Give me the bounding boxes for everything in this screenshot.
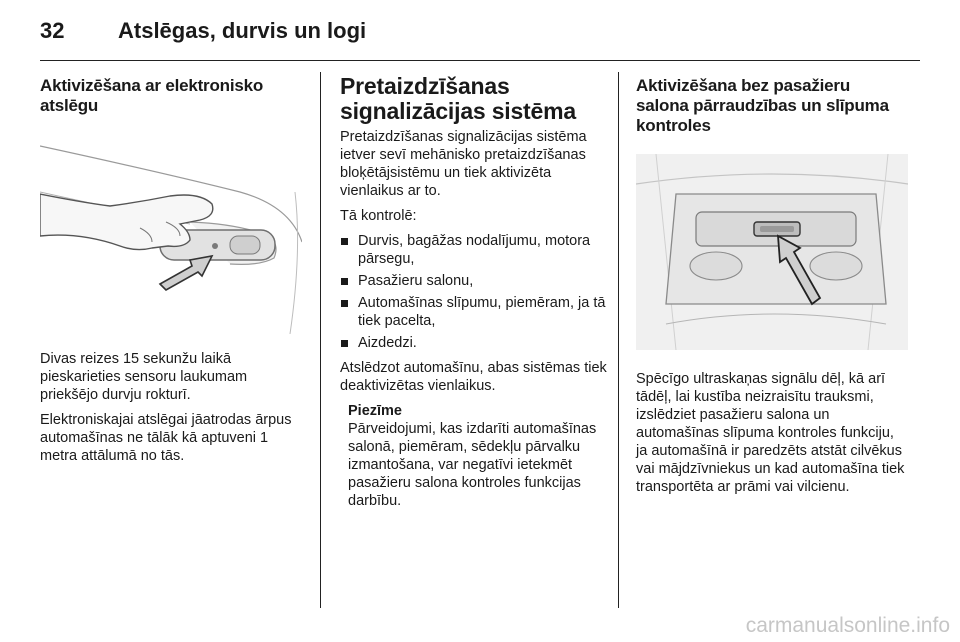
list-item-text: Durvis, bagāžas nodalījumu, motora pārsegu, [358,233,591,267]
list-item-text: Pasažieru salonu, [358,273,474,289]
heading-line: signalizācijas sistēma [340,98,576,124]
list-item-text: Aizdedzi. [358,335,417,351]
hand-on-door-handle-icon [40,132,302,334]
column-anti-theft-alarm [340,72,608,517]
column-divider-2 [618,72,619,608]
paragraph: Pretaizdzīšanas signalizācijas sistēma ietver sevī mehānisko pretaizdzīšanas bloķētājsistēmu un tiek aktivizēta vienlaikus ar to. [340,129,587,199]
heading-line: Aktivizēšana ar elektronisko [40,76,264,95]
list-intro: Tā kontrolē: [340,208,417,224]
page-title: Atslēgas, durvis un logi [118,18,367,43]
heading-line: Aktivizēšana bez pasažieru [636,76,851,95]
note-text: Pārveidojumi, kas izdarīti automašīnas salonā, piemēram, sēdekļu pārvalku izmantošana, var negatīvi ietekmēt pasažieru salona kontroles funkcijas darbību. [348,421,597,509]
page-header [40,18,920,58]
section-heading-electronic-key [40,76,302,116]
list-item-text: Automašīnas slīpumu, piemēram, ja tā tiek pacelta, [358,295,606,329]
note-box [340,402,608,510]
heading-line: atslēgu [40,96,99,115]
column-activation-without-monitoring [636,72,908,503]
monitored-items-list [340,232,608,352]
door-handle-illustration [40,132,302,334]
bullet-icon [341,340,348,347]
bullet-icon [341,238,348,245]
list-item [340,334,608,352]
list-item [340,232,608,268]
page-number: 32 [40,18,65,43]
section-heading-activation-without-monitoring [636,76,908,136]
bullet-icon [341,300,348,307]
section-heading-anti-theft-alarm [340,74,608,124]
column-electronic-key [40,72,302,472]
interior-monitoring-button-icon [636,154,908,350]
heading-line: Pretaizdzīšanas [340,73,510,99]
heading-line: salona pārraudzības un slīpuma [636,96,889,115]
ceiling-console-illustration [636,154,908,350]
column-divider-1 [320,72,321,608]
note-title: Piezīme [348,403,402,419]
watermark: carmanualsonline.info [745,614,950,637]
paragraph: Divas reizes 15 sekunžu laikā pieskarieties sensoru laukumam priekšējo durvju rokturī. [40,351,248,403]
list-item [340,294,608,330]
header-rule [40,60,920,61]
paragraph: Atslēdzot automašīnu, abas sistēmas tiek deaktivizētas vienlaikus. [340,360,607,394]
heading-line: kontroles [636,116,711,135]
bullet-icon [341,278,348,285]
paragraph: Elektroniskajai atslēgai jāatrodas ārpus automašīnas ne tālāk kā aptuveni 1 metra attālumā no tās. [40,412,292,464]
paragraph: Spēcīgo ultraskaņas signālu dēļ, kā arī tādēļ, lai kustība neizraisītu trauksmi, izslēdziet pasažieru salona un automašīnas slīpuma kontroles funkciju, ja automašīnā ir paredzēts atstāt cilvēkus vai mājdzīvniekus un kad automašīna tiek transportēta ar prāmi vai vilcienu. [636,371,905,495]
list-item [340,272,608,290]
